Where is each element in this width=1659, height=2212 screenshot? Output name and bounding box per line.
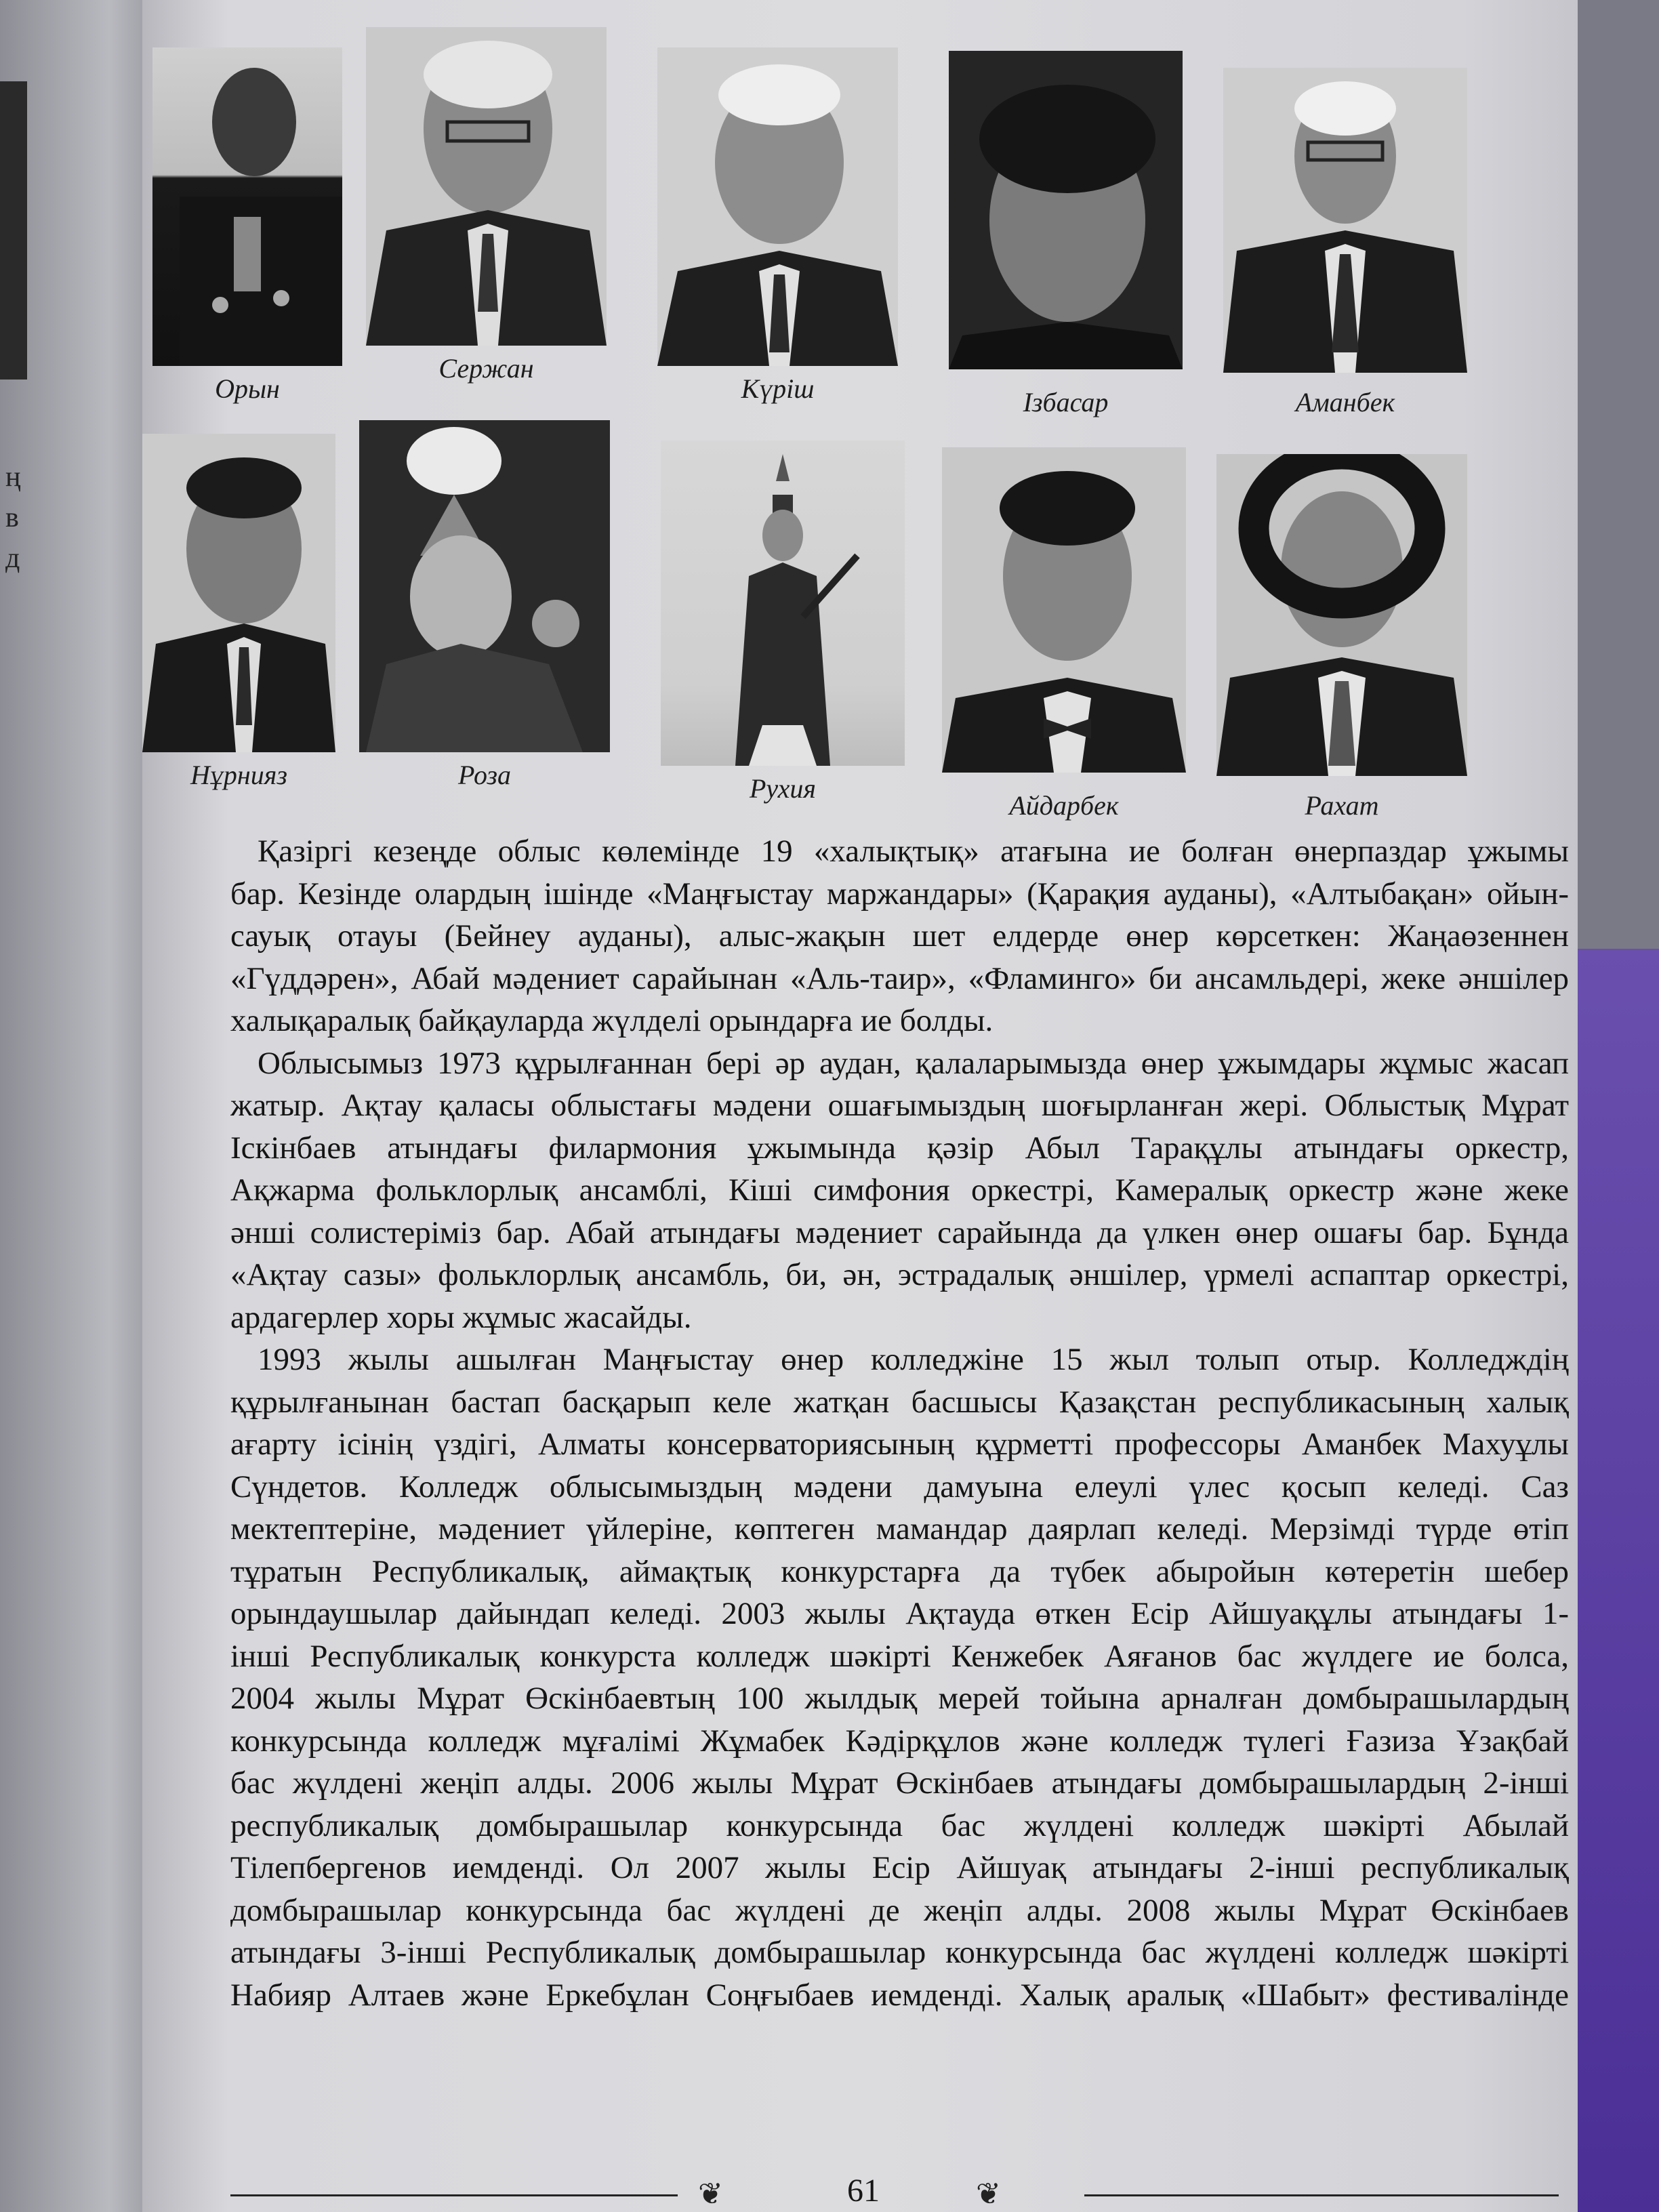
- portrait-silhouette: [661, 441, 905, 766]
- text-line: халықаралық байқауларда жүлделі орындарға ие болды.: [230, 1003, 994, 1038]
- portrait-caption: Рахат: [1305, 790, 1379, 821]
- footer-ornament-icon: ❦: [698, 2177, 723, 2211]
- text-line: ардагерлер хоры жұмыс жасайды.: [230, 1299, 692, 1335]
- text-line: республикалық домбырашылар конкурсында бас жүлдені колледж шәкірті Абылай: [230, 1807, 1569, 1843]
- portrait-caption: Нұрнияз: [190, 760, 287, 790]
- text-line: бар. Кезінде олардың ішінде «Маңғыстау маржандары» (Қарақия ауданы), «Алтыбақан» ойын-: [230, 876, 1569, 912]
- text-line: Набияр Алтаев және Еркебұлан Соңғыбаев иемденді. Халық аралық «Шабыт» фестивалінде: [230, 1977, 1569, 2013]
- adjacent-page-glyph: д: [5, 543, 20, 574]
- text-line: «Гүддәрен», Абай мәдениет сарайынан «Аль-таир», «Фламинго» би ансамльдері, жеке әншілер: [230, 960, 1569, 996]
- article-body: [230, 830, 1569, 2016]
- portrait-photo: [366, 27, 607, 346]
- portrait-caption: Сержан: [438, 353, 534, 384]
- paragraph: [230, 1042, 1569, 1339]
- text-line: «Ақтау сазы» фольклорлық ансамбль, би, ән, эстрадалық әншілер, үрмелі аспаптар оркестрі,: [230, 1257, 1569, 1292]
- portrait-silhouette: [942, 447, 1186, 773]
- text-line: Тілепбергенов иемденді. Ол 2007 жылы Есір Айшуақ атындағы 2-інші республикалық: [230, 1850, 1569, 1885]
- portrait-photo: [949, 51, 1183, 369]
- text-line: атындағы 3-інші Республикалық домбырашылар конкурсында бас жүлдені колледж шәкірті: [230, 1935, 1569, 1970]
- adjacent-page-photo-edge: [0, 81, 27, 380]
- text-line: ағарту ісінің үздігі, Алматы консерваториясының құрметті профессоры Аманбек Махуұлы: [230, 1427, 1569, 1462]
- adjacent-page-glyph: в: [5, 502, 19, 533]
- portrait-silhouette: [366, 27, 607, 346]
- text-line: бас жүлдені жеңіп алды. 2006 жылы Мұрат Өскінбаев атындағы домбырашылардың 2-інші: [230, 1765, 1569, 1801]
- portrait-silhouette: [142, 434, 335, 752]
- page-number: 61: [847, 2173, 880, 2209]
- paragraph: [230, 830, 1569, 1042]
- portrait-silhouette: [359, 420, 610, 752]
- portrait-caption: Аманбек: [1295, 387, 1395, 417]
- portrait-caption: Рухия: [749, 773, 816, 804]
- text-line: сауық отауы (Бейнеу ауданы), алыс-жақын шет елдерде өнер көрсеткен: Жаңаөзеннен: [230, 918, 1569, 954]
- portrait-photo: [661, 441, 905, 766]
- text-line: Сүндетов. Колледж облысымыздың мәдени дамуына елеулі үлес қосып келеді. Саз: [230, 1469, 1569, 1504]
- portrait-caption: Ізбасар: [1023, 387, 1109, 417]
- background-cloth: [1578, 949, 1659, 2212]
- portrait-photo: [152, 47, 342, 366]
- footer-ornament-icon: ❦: [976, 2177, 1001, 2211]
- portrait-caption: Күріш: [741, 373, 815, 404]
- portrait-photo: [1223, 68, 1467, 373]
- text-line: інші Республикалық конкурста колледж шәкірті Кенжебек Аяғанов бас жүлдеге ие болса,: [230, 1638, 1569, 1674]
- text-line: жатыр. Ақтау қаласы облыстағы мәдени ошағымыздың шоғырланған жері. Облыстық Мұрат: [230, 1088, 1569, 1123]
- text-line: құрылғанынан бастап басқарып келе жатқан басшысы Қазақстан республикасының халық: [230, 1384, 1569, 1420]
- book-page: [142, 0, 1578, 2212]
- portrait-photo: [942, 447, 1186, 773]
- text-line: орындаушылар дайындап келеді. 2003 жылы Ақтауда өткен Есір Айшуақұлы атындағы 1-: [230, 1596, 1569, 1631]
- text-line: Облысымыз 1973 құрылғаннан бері әр аудан, қалаларымызда өнер ұжымдары жұмыс жасап: [258, 1045, 1569, 1081]
- text-line: мектептеріне, мәдениет үйлеріне, көптеген мамандар даярлап келеді. Мерзімді түрде өтіп: [230, 1511, 1569, 1547]
- portrait-silhouette: [1223, 68, 1467, 373]
- text-line: конкурсында колледж мұғалімі Жұмабек Кәдірқұлов және колледж түлегі Ғазиза Ұзақбай: [230, 1723, 1569, 1759]
- footer-rule-left: [230, 2194, 678, 2196]
- portrait-photo: [359, 420, 610, 752]
- portrait-photo: [657, 47, 898, 366]
- adjacent-left-page: [0, 0, 156, 2212]
- portrait-silhouette: [657, 47, 898, 366]
- text-line: тұратын Республикалық, аймақтық конкурстарға да түбек абыройын көтеретін шебер: [230, 1553, 1569, 1589]
- adjacent-page-glyph: ң: [5, 462, 21, 493]
- portrait-photo: [142, 434, 335, 752]
- portrait-silhouette: [152, 47, 342, 366]
- footer-rule-right: [1084, 2194, 1559, 2196]
- paragraph: [230, 1338, 1569, 2016]
- text-line: әнші солистеріміз бар. Абай атындағы мәдениет сарайында да үлкен өнер ошағы бар. Бұнда: [230, 1214, 1569, 1250]
- portrait-caption: Орын: [215, 373, 280, 404]
- portrait-photo: [1216, 454, 1467, 776]
- text-line: 2004 жылы Мұрат Өскінбаевтың 100 жылдық мерей тойына арналған домбырашылардың: [230, 1681, 1569, 1716]
- text-line: Қазіргі кезеңде облыс көлемінде 19 «халықтық» атағына ие болған өнерпаздар ұжымы: [258, 834, 1569, 869]
- portrait-caption: Роза: [457, 760, 512, 790]
- text-line: домбырашылар конкурсында бас жүлдені де жеңіп алды. 2008 жылы Мұрат Өскінбаев: [230, 1892, 1569, 1928]
- text-line: Ақжарма фольклорлық ансамблі, Кіші симфония оркестрі, Камералық оркестр және жеке: [230, 1172, 1569, 1208]
- text-line: 1993 жылы ашылған Маңғыстау өнер колледжіне 15 жыл толып отыр. Колледждің: [258, 1342, 1569, 1377]
- portrait-silhouette: [949, 51, 1183, 369]
- portrait-silhouette: [1216, 454, 1467, 776]
- portrait-caption: Айдарбек: [1009, 790, 1119, 821]
- text-line: Іскінбаев атындағы филармония ұжымында қәзір Абыл Тарақұлы атындағы оркестр,: [230, 1130, 1569, 1166]
